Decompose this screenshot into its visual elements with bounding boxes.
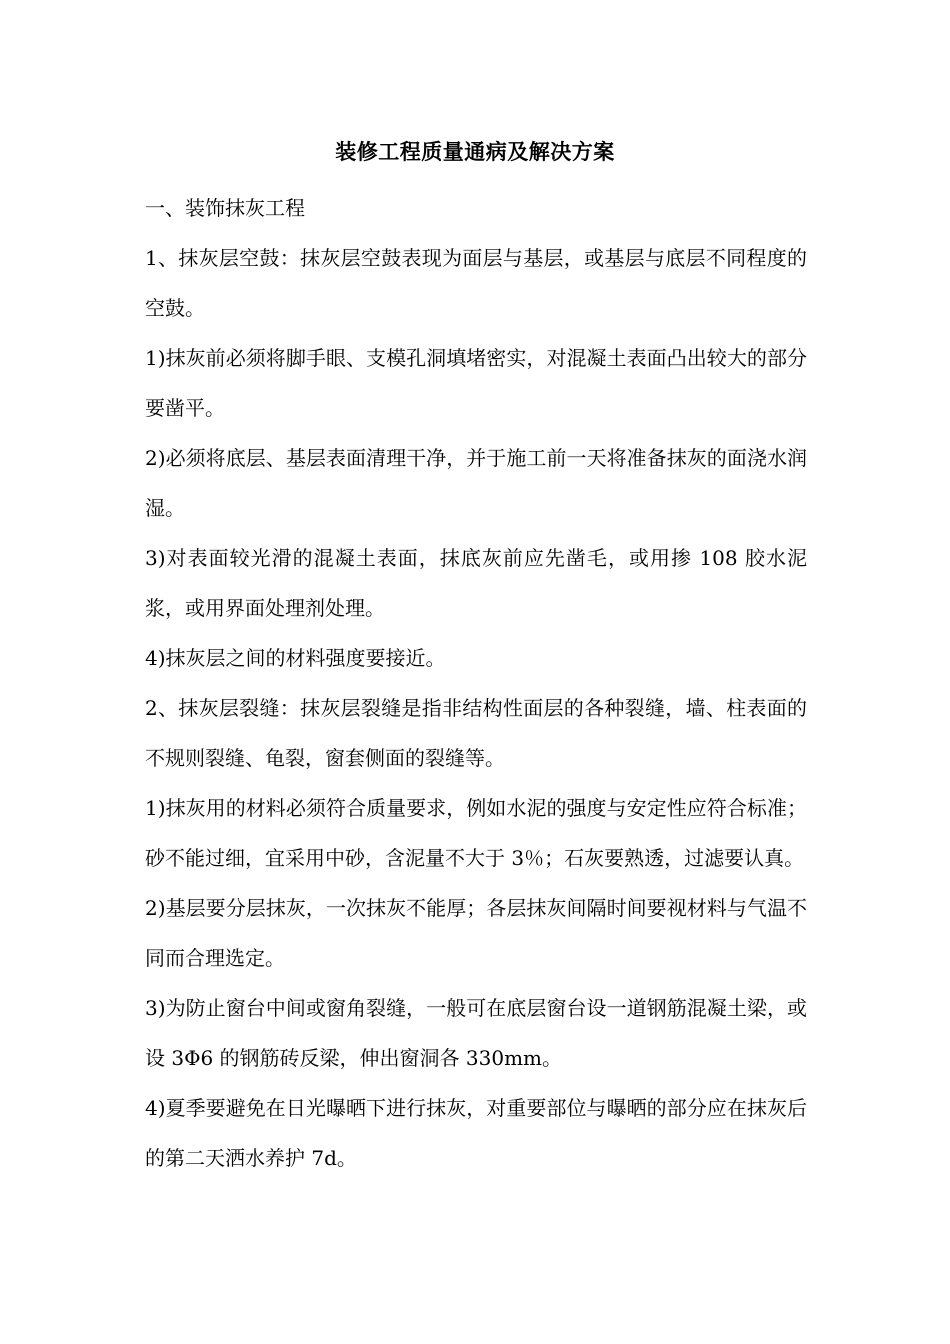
paragraph-item: 2)必须将底层、基层表面清理干净，并于施工前一天将准备抹灰的面浇水润湿。 — [145, 446, 807, 520]
paragraph-item: 2、抹灰层裂缝：抹灰层裂缝是指非结构性面层的各种裂缝，墙、柱表面的不规则裂缝、龟裂，窗套侧面的裂缝等。 — [145, 696, 807, 770]
paragraph-item: 3)为防止窗台中间或窗角裂缝，一般可在底层窗台设一道钢筋混凝土梁，或设 3Φ6 的钢筋砖反梁，伸出窗洞各 330mm。 — [145, 996, 807, 1070]
paragraph-item: 1、抹灰层空鼓：抹灰层空鼓表现为面层与基层，或基层与底层不同程度的空鼓。 — [145, 246, 807, 320]
paragraph-item: 1)抹灰前必须将脚手眼、支模孔洞填堵密实，对混凝土表面凸出较大的部分要凿平。 — [145, 346, 807, 420]
paragraph-item: 4)抹灰层之间的材料强度要接近。 — [145, 646, 446, 670]
document-title: 装修工程质量通病及解决方案 — [335, 139, 615, 164]
paragraph-item: 1)抹灰用的材料必须符合质量要求，例如水泥的强度与安定性应符合标准；砂不能过细，宜采用中砂，含泥量不大于 3％；石灰要熟透，过滤要认真。 — [145, 796, 807, 870]
paragraph-item: 2)基层要分层抹灰，一次抹灰不能厚；各层抹灰间隔时间要视材料与气温不同而合理选定。 — [145, 896, 807, 970]
section-heading: 一、装饰抹灰工程 — [145, 196, 305, 220]
paragraph-item: 4)夏季要避免在日光曝晒下进行抹灰，对重要部位与曝晒的部分应在抹灰后的第二天洒水养护 7d。 — [145, 1096, 807, 1170]
document-body — [145, 183, 807, 1183]
paragraph-item: 3)对表面较光滑的混凝土表面，抹底灰前应先凿毛，或用掺 108 胶水泥浆，或用界面处理剂处理。 — [145, 546, 807, 620]
